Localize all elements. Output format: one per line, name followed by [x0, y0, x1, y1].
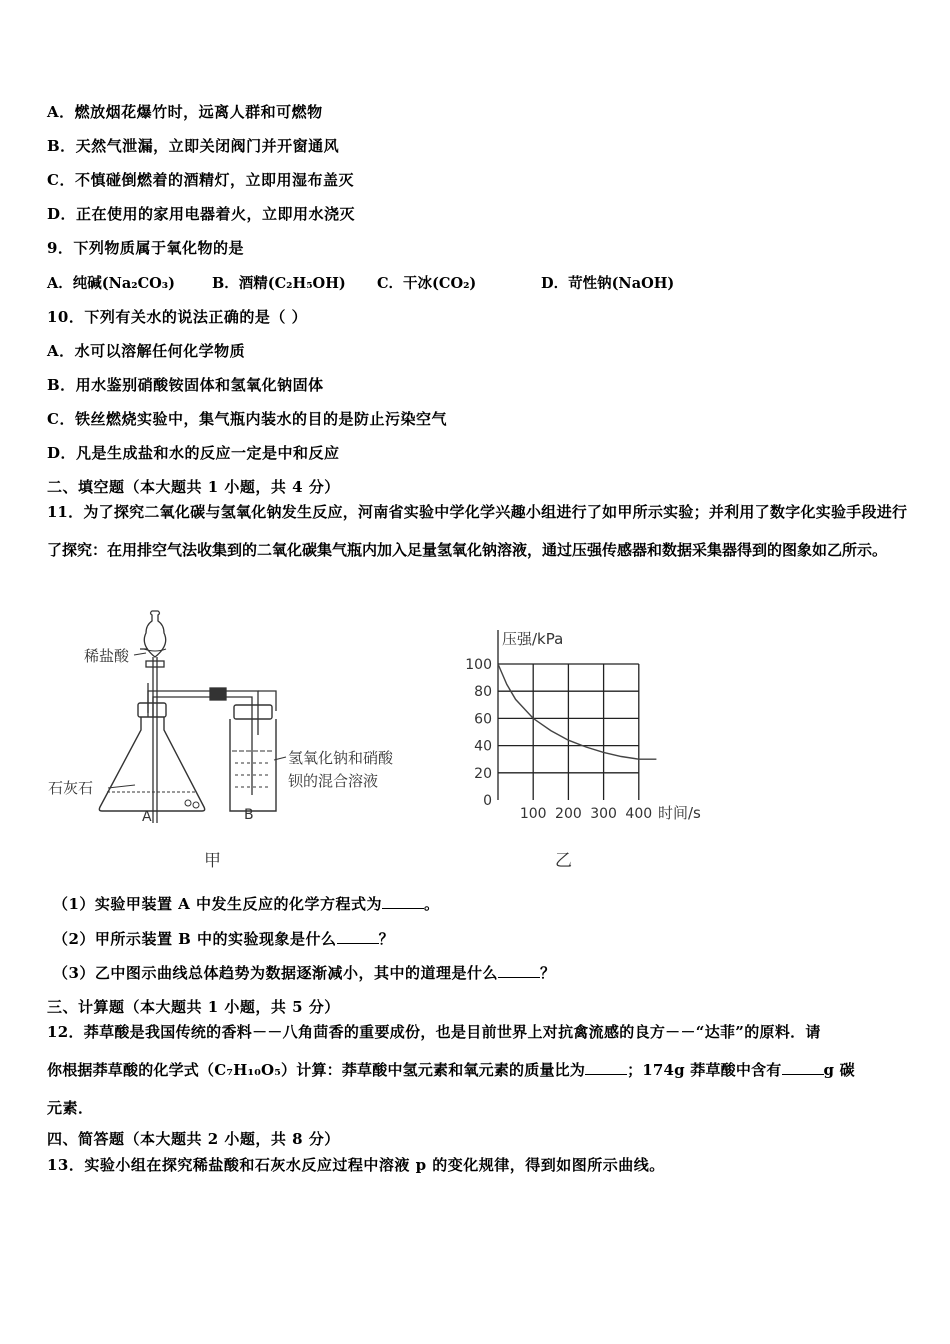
chart-y-tick-label: 60: [474, 711, 492, 728]
q9-option-c: C．干冰(CO₂): [377, 275, 477, 292]
q10-option-c: C．铁丝燃烧实验中，集气瓶内装水的目的是防止污染空气: [47, 410, 447, 428]
apparatus-figure: [40, 605, 440, 830]
q11-sub-3: [53, 962, 555, 983]
label-apparatus-b: B: [244, 807, 254, 823]
chart-y-tick-label: 40: [474, 738, 492, 755]
q10-option-b: B．用水鉴别硝酸铵固体和氢氧化钠固体: [47, 376, 324, 394]
q9-option-b: B．酒精(C₂H₅OH): [212, 275, 346, 292]
q12-line-2: [47, 1059, 855, 1080]
q11-sub-3-end: ？: [539, 964, 556, 982]
chart-series-line: [498, 664, 656, 759]
chart-y-tick-label: 100: [465, 657, 492, 673]
q11-sub-1-end: 。: [424, 895, 440, 913]
answer-blank[interactable]: [498, 963, 540, 978]
q11-sub-2-end: ？: [378, 930, 395, 948]
section-4-heading: 四、简答题（本大题共 2 小题，共 8 分）: [47, 1130, 340, 1148]
chart-y-tick-label: 20: [474, 765, 492, 782]
q12-line-1: 12．莽草酸是我国传统的香料－－八角茴香的重要成份，也是目前世界上对抗禽流感的良方－－“达菲”的原料．请: [47, 1023, 821, 1041]
answer-blank[interactable]: [585, 1060, 627, 1075]
label-solution-line2: 钡的混合溶液: [288, 772, 379, 790]
section-3-heading: 三、计算题（本大题共 1 小题，共 5 分）: [47, 998, 340, 1016]
q8-option-a: A．燃放烟花爆竹时，远离人群和可燃物: [47, 103, 323, 121]
label-apparatus-a: A: [142, 809, 152, 825]
answer-blank[interactable]: [782, 1060, 824, 1075]
q8-option-b: B．天然气泄漏，立即关闭阀门并开窗通风: [47, 137, 340, 155]
chart-x-tick-label: 400: [625, 806, 653, 822]
label-solution-line1: 氢氧化钠和硝酸: [288, 749, 394, 767]
q9-option-a: A．纯碱(Na₂CO₃): [47, 275, 175, 292]
figure-jia-caption: 甲: [204, 851, 221, 871]
q12-line-2b: ；174g 莽草酸中含有: [627, 1061, 782, 1079]
q11-sub-2-text: （2）甲所示装置 B 中的实验现象是什么: [53, 930, 337, 948]
chart-x-axis-label: 时间/s: [658, 804, 701, 822]
q11-sub-2: [53, 928, 394, 949]
q10-option-d: D．凡是生成盐和水的反应一定是中和反应: [47, 444, 340, 462]
chart-y-axis-label: 压强/kPa: [502, 630, 564, 648]
q8-option-c: C．不慎碰倒燃着的酒精灯，立即用湿布盖灭: [47, 171, 354, 189]
q12-line-2c: g 碳: [823, 1061, 855, 1079]
q11-sub-1: [53, 893, 440, 914]
answer-blank[interactable]: [337, 929, 379, 944]
figure-yi-caption: 乙: [555, 851, 572, 871]
chart-x-tick-label: 300: [590, 806, 617, 822]
label-dilute-acid: 稀盐酸: [84, 647, 130, 665]
pressure-chart: [452, 620, 742, 835]
q10-option-a: A．水可以溶解任何化学物质: [47, 342, 246, 360]
q11-stem: 11．为了探究二氧化碳与氢氧化钠发生反应，河南省实验中学化学兴趣小组进行了如甲所示实验；并利用了数字化实验手段进行了探究：在用排空气法收集到的二氧化碳集气瓶内加入足量氢氧化钠溶液，通过压强传感器和数据采集器得到的图象如乙所示。: [47, 503, 907, 559]
answer-blank[interactable]: [382, 894, 424, 909]
q11-sub-3-text: （3）乙中图示曲线总体趋势为数据逐渐减小，其中的道理是什么: [53, 964, 498, 982]
q12-line-3: 元素．: [47, 1099, 94, 1117]
q12-line-2a: 你根据莽草酸的化学式（C₇H₁₀O₅）计算：莽草酸中氢元素和氧元素的质量比为: [47, 1061, 586, 1079]
chart-x-tick-label: 100: [519, 806, 547, 822]
chart-y-tick-label: 0: [483, 793, 492, 809]
q11-sub-1-text: （1）实验甲装置 A 中发生反应的化学方程式为: [53, 895, 383, 913]
q13-stem: 13．实验小组在探究稀盐酸和石灰水反应过程中溶液 p 的变化规律，得到如图所示曲线。: [47, 1156, 665, 1174]
q9-stem: 9．下列物质属于氧化物的是: [47, 239, 244, 257]
chart-y-tick-label: 80: [474, 684, 492, 701]
q9-option-d: D．苛性钠(NaOH): [541, 275, 675, 292]
section-2-heading: 二、填空题（本大题共 1 小题，共 4 分）: [47, 478, 340, 496]
label-limestone: 石灰石: [48, 779, 94, 797]
chart-x-tick-label: 200: [555, 806, 582, 822]
q10-stem: 10．下列有关水的说法正确的是（ ）: [47, 308, 308, 326]
q8-option-d: D．正在使用的家用电器着火，立即用水浇灭: [47, 205, 356, 223]
